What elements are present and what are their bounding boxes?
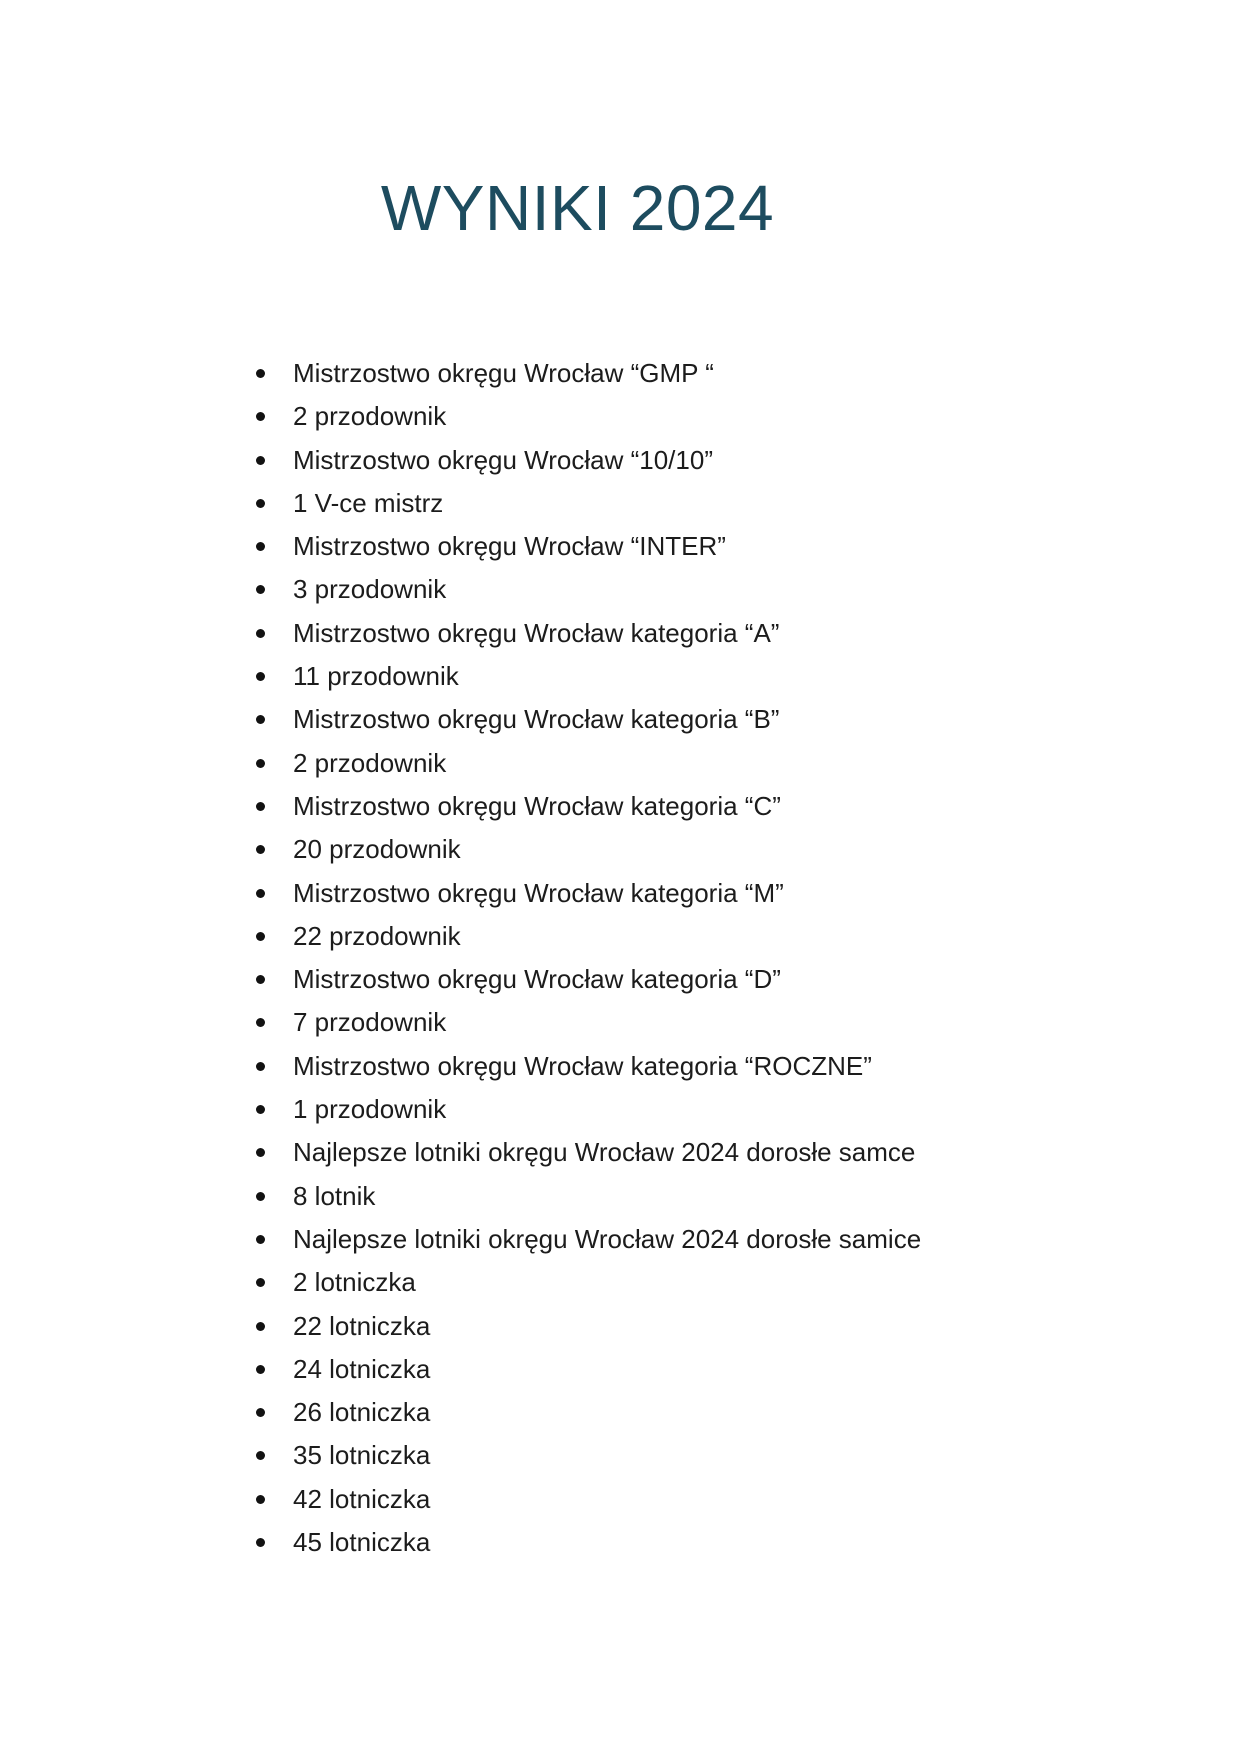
list-item: 2 przodownik bbox=[253, 395, 921, 438]
list-item: Mistrzostwo okręgu Wrocław kategoria “M” bbox=[253, 872, 921, 915]
list-item: Mistrzostwo okręgu Wrocław “10/10” bbox=[253, 439, 921, 482]
list-item: 1 przodownik bbox=[253, 1088, 921, 1131]
list-item: Mistrzostwo okręgu Wrocław kategoria “C” bbox=[253, 785, 921, 828]
list-item: Mistrzostwo okręgu Wrocław kategoria “ROCZNE” bbox=[253, 1045, 921, 1088]
list-item: 35 lotniczka bbox=[253, 1434, 921, 1477]
results-list bbox=[253, 352, 921, 1564]
list-item: Mistrzostwo okręgu Wrocław kategoria “B” bbox=[253, 698, 921, 741]
list-item: 3 przodownik bbox=[253, 568, 921, 611]
list-item: 45 lotniczka bbox=[253, 1521, 921, 1564]
list-item: 2 przodownik bbox=[253, 742, 921, 785]
list-item: Mistrzostwo okręgu Wrocław kategoria “A” bbox=[253, 612, 921, 655]
list-item: 2 lotniczka bbox=[253, 1261, 921, 1304]
list-item: 42 lotniczka bbox=[253, 1478, 921, 1521]
list-item: Najlepsze lotniki okręgu Wrocław 2024 dorosłe samice bbox=[253, 1218, 921, 1261]
list-item: 11 przodownik bbox=[253, 655, 921, 698]
list-item: Mistrzostwo okręgu Wrocław “INTER” bbox=[253, 525, 921, 568]
list-item: 22 przodownik bbox=[253, 915, 921, 958]
list-item: Mistrzostwo okręgu Wrocław kategoria “D” bbox=[253, 958, 921, 1001]
page-title: WYNIKI 2024 bbox=[380, 172, 775, 244]
list-item: 20 przodownik bbox=[253, 828, 921, 871]
list-item: Najlepsze lotniki okręgu Wrocław 2024 dorosłe samce bbox=[253, 1131, 921, 1174]
list-item: 7 przodownik bbox=[253, 1001, 921, 1044]
list-item: 8 lotnik bbox=[253, 1175, 921, 1218]
list-item: 1 V-ce mistrz bbox=[253, 482, 921, 525]
list-item: 26 lotniczka bbox=[253, 1391, 921, 1434]
list-item: 22 lotniczka bbox=[253, 1305, 921, 1348]
list-item: 24 lotniczka bbox=[253, 1348, 921, 1391]
list-item: Mistrzostwo okręgu Wrocław “GMP “ bbox=[253, 352, 921, 395]
